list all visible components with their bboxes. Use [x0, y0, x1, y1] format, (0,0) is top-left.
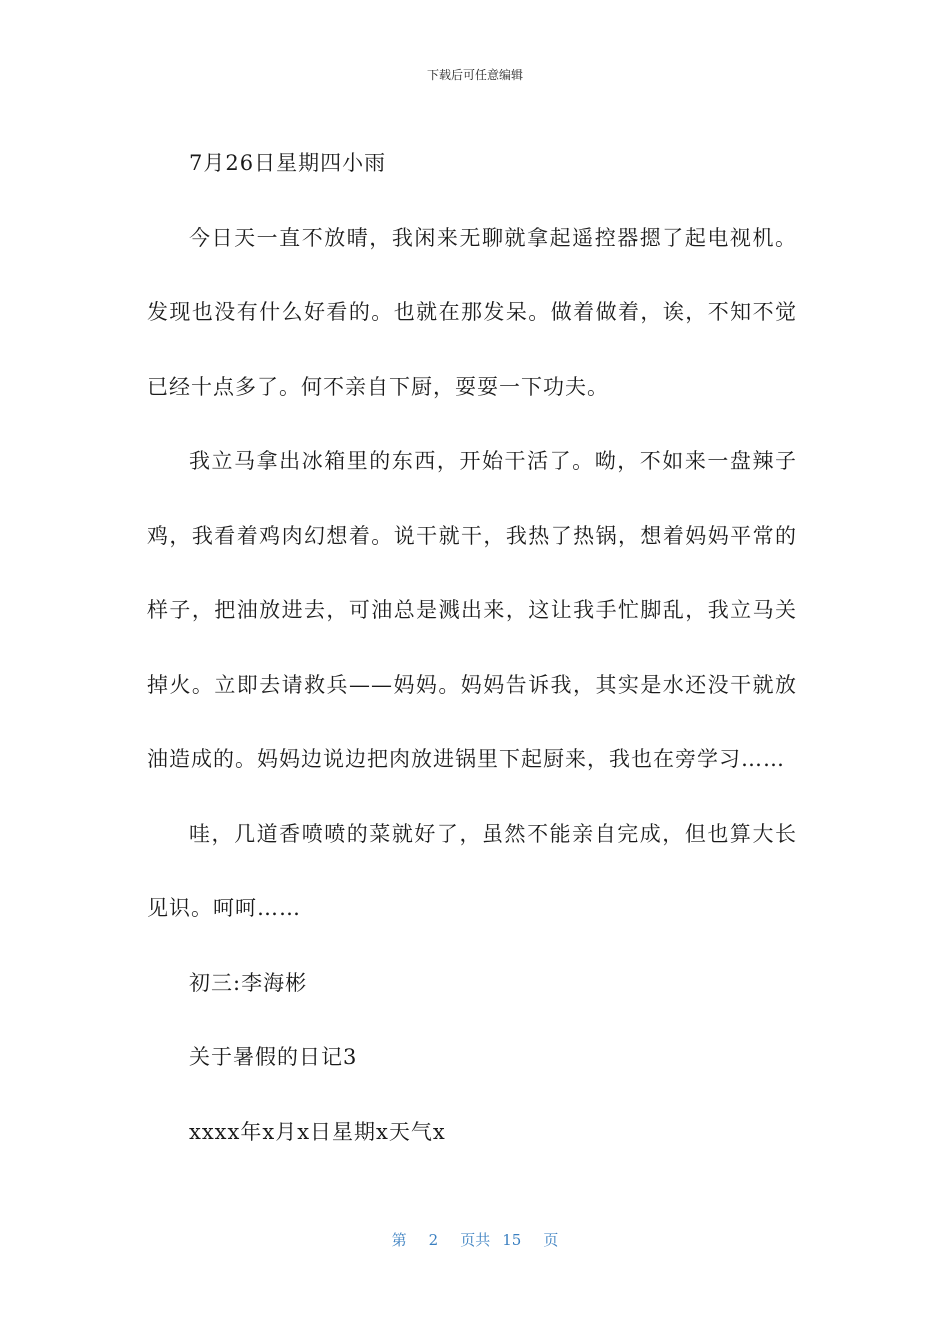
header-note: 下载后可任意编辑 [426, 68, 523, 82]
diary-date-line: 7月26日星期四小雨 [189, 151, 387, 175]
paragraph-3: 哇，几道香喷喷的菜就好了，虽然不能亲自完成，但也算大长见识。呵呵…… [147, 821, 797, 920]
diary-date-template: xxxx年x月x日星期x天气x [189, 1119, 446, 1144]
total-pages-number: 15 [502, 1231, 522, 1249]
page-label-mid: 页共 [460, 1231, 491, 1249]
author-line: 初三:李海彬 [189, 970, 308, 995]
current-page-number: 2 [428, 1231, 439, 1249]
page-footer [0, 1229, 950, 1250]
page-label-prefix: 第 [391, 1231, 407, 1249]
section-title: 关于暑假的日记3 [189, 1045, 358, 1069]
paragraph-1: 今日天一直不放晴，我闲来无聊就拿起遥控器摁了起电视机。发现也没有什么好看的。也就在那发呆。做着做着，诶，不知不觉已经十点多了。何不亲自下厨，耍耍一下功夫。 [147, 225, 797, 399]
paragraph-2: 我立马拿出冰箱里的东西，开始干活了。呦，不如来一盘辣子鸡，我看着鸡肉幻想着。说干就干，我热了热锅，想着妈妈平常的样子，把油放进去，可油总是溅出来，这让我手忙脚乱，我立马关掉火。立即去请救兵——妈妈。妈妈告诉我，其实是水还没干就放油造成的。妈妈边说边把肉放进锅里下起厨来，我也在旁学习…… [147, 449, 797, 771]
page-label-suffix: 页 [543, 1231, 559, 1249]
document-body [147, 126, 797, 1169]
